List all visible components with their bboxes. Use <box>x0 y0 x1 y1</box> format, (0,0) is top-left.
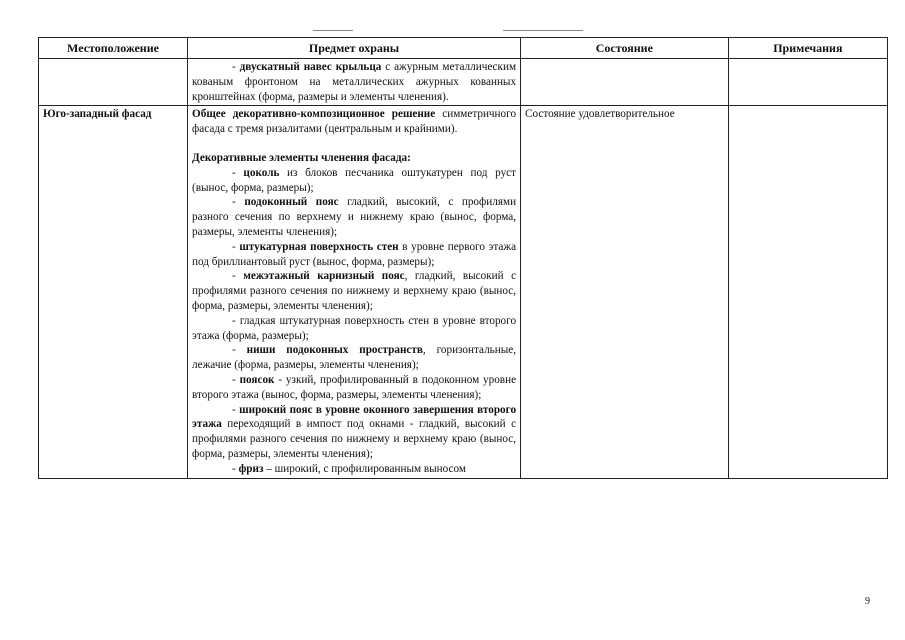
subject-paragraph <box>192 60 516 104</box>
table-row <box>39 106 888 478</box>
subject-paragraph <box>192 269 516 313</box>
text-run: переходящий в импост под окнами - гладкий, высокий с профилями разного сечения по нижнему и верхнему краю (вынос, форма, размеры, элементы членения); <box>192 418 517 460</box>
protection-table <box>38 37 888 479</box>
row1-state <box>521 59 729 106</box>
bold-term: Декоративные элементы членения фасада: <box>192 151 411 164</box>
subject-paragraph <box>192 151 516 166</box>
subject-paragraph <box>192 240 516 270</box>
text-run: - <box>232 344 247 357</box>
text-run: - <box>232 373 240 386</box>
bold-term: фриз <box>238 462 264 475</box>
table-header-row <box>39 38 888 59</box>
page-number: 9 <box>865 596 870 607</box>
bold-term: подоконный пояс <box>244 196 339 209</box>
bold-term: Общее декоративно-композиционное решение <box>192 108 436 121</box>
bold-term: штукатурная поверхность стен <box>239 240 399 253</box>
text-run: из блоков песчаника оштукатурен под руст (вынос, форма, размеры); <box>192 166 517 194</box>
header-subject: Предмет охраны <box>188 38 521 59</box>
text-run: - <box>232 403 240 416</box>
text-run: гладкий, высокий, с профилями разного сечения по верхнему и нижнему краю (вынос, форма, размеры, элементы членения); <box>192 196 517 238</box>
text-run: - <box>232 61 240 73</box>
subject-paragraph <box>192 166 516 196</box>
row1-notes <box>728 59 887 106</box>
bold-term: поясок <box>239 373 275 386</box>
text-run: симметричного фасада с тремя ризалитами (центральным и крайними). <box>192 108 517 136</box>
text-run: - <box>232 462 239 475</box>
row1-subject <box>188 59 521 106</box>
bold-term: цоколь <box>243 166 280 179</box>
text-run: – широкий, с профилированным выносом <box>263 462 466 475</box>
header-notes: Примечания <box>728 38 887 59</box>
subject-paragraph <box>192 195 516 239</box>
header-state: Состояние <box>521 38 729 59</box>
text-run: - узкий, профилированный в подоконном уровне второго этажа (вынос, форма, размеры, элементы членения); <box>192 373 517 401</box>
text-run: - <box>232 196 245 209</box>
row2-notes <box>728 106 887 478</box>
text-run: - <box>232 270 244 283</box>
subject-paragraph <box>192 343 516 373</box>
text-run: с ажурным металлическим кованым фронтоном на металлических ажурных кованных кронштейнах (форма, размеры и элементы членения). <box>192 61 517 103</box>
subject-paragraph <box>192 314 516 344</box>
scan-mark-left <box>313 30 353 31</box>
row2-subject <box>188 106 521 478</box>
text-run: в уровне первого этажа под бриллиантовый руст (вынос, форма, размеры); <box>192 240 517 268</box>
text-run: - <box>232 240 240 253</box>
table-row <box>39 59 888 106</box>
bold-term: межэтажный карнизный пояс <box>243 270 405 283</box>
subject-paragraph <box>192 403 516 462</box>
subject-paragraph <box>192 462 516 477</box>
header-location: Местоположение <box>39 38 188 59</box>
bold-term: двускатный навес крыльца <box>239 61 382 73</box>
text-run: , горизонтальные, лежачие (форма, размеры, элементы членения); <box>192 344 517 372</box>
subject-paragraph <box>192 107 516 137</box>
row2-location: Юго-западный фасад <box>39 106 188 478</box>
subject-paragraph <box>192 373 516 403</box>
row2-state: Состояние удовлетворительное <box>521 106 729 478</box>
scan-mark-right <box>503 30 583 31</box>
bold-term: широкий пояс в уровне оконного завершения второго этажа <box>192 403 517 431</box>
text-run: - гладкая штукатурная поверхность стен в уровне второго этажа (форма, размеры); <box>192 314 517 342</box>
row1-location <box>39 59 188 106</box>
bold-term: ниши подоконных пространств <box>246 344 423 357</box>
text-run: - <box>232 166 244 179</box>
text-run: , гладкий, высокий с профилями разного сечения по нижнему и верхнему краю (вынос, форма, размеры, элементы членения); <box>192 270 517 312</box>
